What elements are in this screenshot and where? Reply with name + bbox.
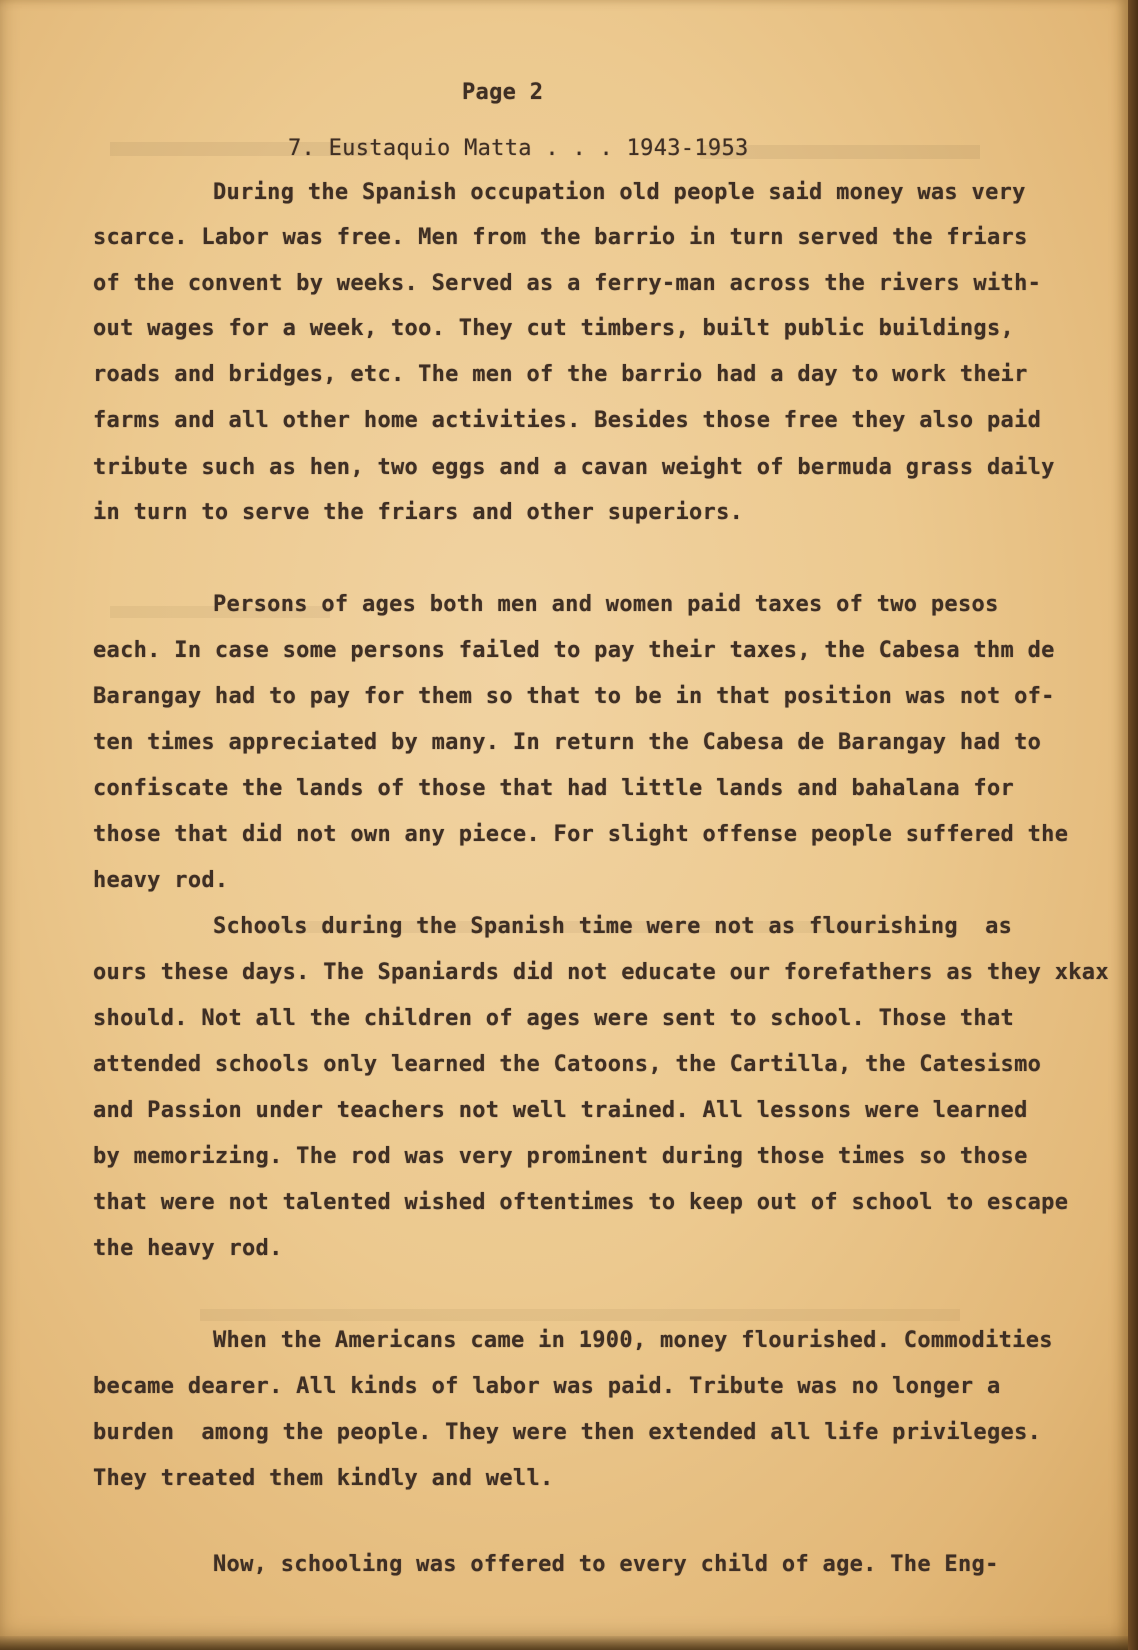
- body-line: those that did not own any piece. For slight offense people suffered the: [93, 822, 1069, 847]
- body-line: heavy rod.: [93, 868, 229, 893]
- body-line: became dearer. All kinds of labor was paid. Tribute was no longer a: [93, 1374, 1001, 1399]
- body-line: attended schools only learned the Catoons, the Cartilla, the Catesismo: [93, 1052, 1042, 1077]
- body-line: in turn to serve the friars and other superiors.: [93, 500, 744, 525]
- body-line: burden among the people. They were then extended all life privileges.: [93, 1420, 1042, 1445]
- body-line: that were not talented wished oftentimes to keep out of school to escape: [93, 1190, 1069, 1215]
- page-binding-edge: [1128, 0, 1138, 1650]
- body-line: each. In case some persons failed to pay their taxes, the Cabesa thm de: [93, 638, 1055, 663]
- section-heading: 7. Eustaquio Matta . . . 1943-1953: [288, 136, 749, 161]
- body-line: Schools during the Spanish time were not as flourishing as: [213, 914, 1013, 939]
- page-number: Page 2: [462, 80, 544, 105]
- body-line: by memorizing. The rod was very prominent during those times so those: [93, 1144, 1028, 1169]
- body-line: of the convent by weeks. Served as a ferry-man across the rivers with-: [93, 271, 1042, 296]
- body-line: scarce. Labor was free. Men from the barrio in turn served the friars: [93, 225, 1028, 250]
- body-line: During the Spanish occupation old people said money was very: [213, 180, 1026, 205]
- body-line: ten times appreciated by many. In return the Cabesa de Barangay had to: [93, 730, 1042, 755]
- body-line: out wages for a week, too. They cut timbers, built public buildings,: [93, 316, 1015, 341]
- bleed-through-mark: [200, 1309, 960, 1321]
- body-line: and Passion under teachers not well trained. All lessons were learned: [93, 1098, 1028, 1123]
- body-line: confiscate the lands of those that had little lands and bahalana for: [93, 776, 1015, 801]
- body-line: Barangay had to pay for them so that to be in that position was not of-: [93, 684, 1055, 709]
- body-line: They treated them kindly and well.: [93, 1466, 554, 1491]
- body-line: Persons of ages both men and women paid taxes of two pesos: [213, 592, 999, 617]
- page-bottom-shadow: [0, 1636, 1128, 1650]
- body-line: tribute such as hen, two eggs and a cavan weight of bermuda grass daily: [93, 455, 1055, 480]
- body-line: roads and bridges, etc. The men of the barrio had a day to work their: [93, 362, 1028, 387]
- body-line: should. Not all the children of ages were sent to school. Those that: [93, 1006, 1015, 1031]
- body-line: When the Americans came in 1900, money flourished. Commodities: [213, 1328, 1053, 1353]
- body-line: farms and all other home activities. Besides those free they also paid: [93, 408, 1042, 433]
- body-line: ours these days. The Spaniards did not educate our forefathers as they xkax: [93, 960, 1109, 985]
- body-line: Now, schooling was offered to every child of age. The Eng-: [213, 1552, 999, 1577]
- body-line: the heavy rod.: [93, 1236, 283, 1261]
